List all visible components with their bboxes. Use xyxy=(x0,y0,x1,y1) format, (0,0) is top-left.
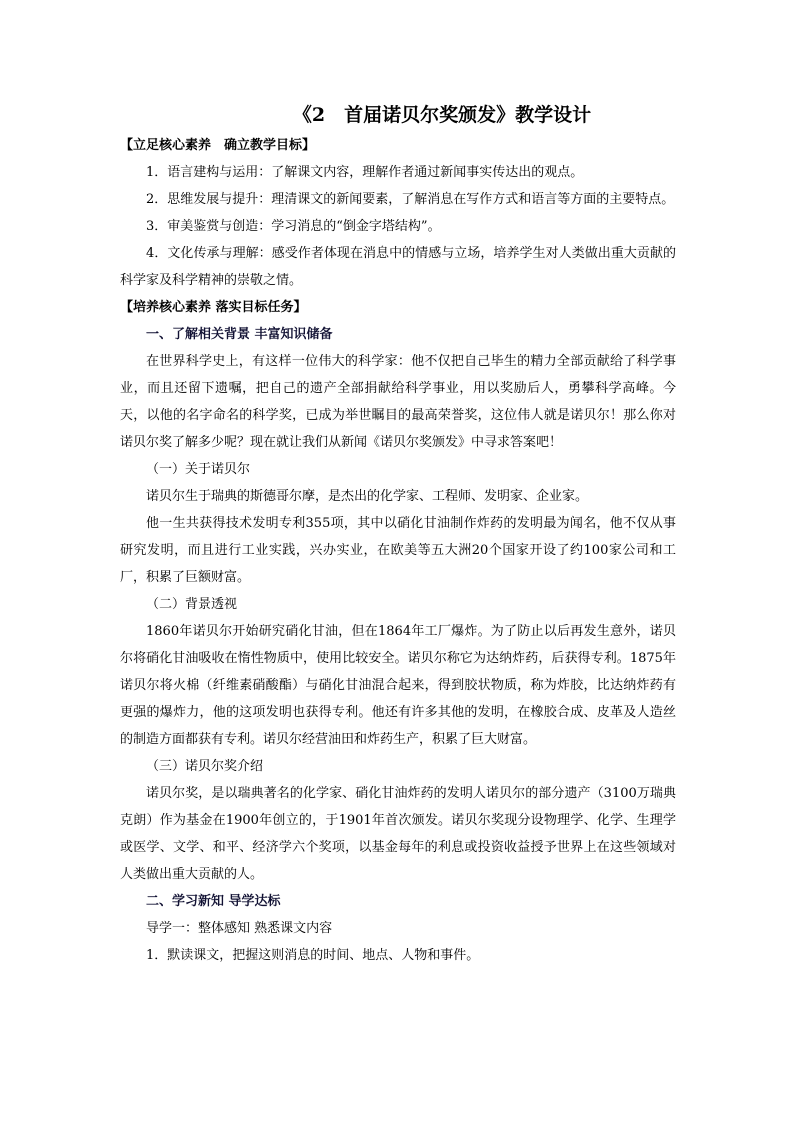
part-heading-learning: 二、学习新知 导学达标 xyxy=(146,894,281,909)
part-heading-background: 一、了解相关背景 丰富知识储备 xyxy=(146,327,333,342)
objective-item-4: 4．文化传承与理解：感受作者体现在消息中的情感与立场，培养学生对人类做出重大贡献的科学家及科学精神的崇敬之情。 xyxy=(120,246,676,288)
document-title: 《2 首届诺贝尔奖颁发》教学设计 xyxy=(292,104,592,126)
subheading-prize-intro: （三）诺贝尔奖介绍 xyxy=(146,759,264,774)
objective-item-2: 2．思维发展与提升：理清课文的新闻要素，了解消息在写作方式和语言等方面的主要特点。 xyxy=(146,192,675,207)
about-nobel-para-1: 诺贝尔生于瑞典的斯德哥尔摩，是杰出的化学家、工程师、发明家、企业家。 xyxy=(146,489,589,504)
background-intro: 在世界科学史上，有这样一位伟大的科学家：他不仅把自己毕生的精力全部贡献给了科学事业，而且还留下遗嘱，把自己的遗产全部捐献给科学事业，用以奖励后人，勇攀科学高峰。今天，以他的名字命名的科学奖，已成为举世瞩目的最高荣誉奖，这位伟人就是诺贝尔！那么你对诺贝尔奖了解多少呢？现在就让我们从新闻《诺贝尔奖颁发》中寻求答案吧！ xyxy=(120,354,676,450)
section-heading-objectives: 【立足核心素养 确立教学目标】 xyxy=(120,138,316,153)
section-heading-tasks: 【培养核心素养 落实目标任务】 xyxy=(120,300,307,315)
guide-one: 导学一：整体感知 熟悉课文内容 xyxy=(146,921,333,936)
background-perspective-para: 1860年诺贝尔开始研究硝化甘油，但在1864年工厂爆炸。为了防止以后再发生意外，诺贝尔将硝化甘油吸收在惰性物质中，使用比较安全。诺贝尔称它为达纳炸药，后获得专利。1875年诺贝尔将火棉（纤维素硝酸酯）与硝化甘油混合起来，得到胶状物质，称为炸胶，比达纳炸药有更强的爆炸力，他的这项发明也获得专利。他还有许多其他的发明，在橡胶合成、皮革及人造丝的制造方面都获有专利。诺贝尔经营油田和炸药生产，积累了巨大财富。 xyxy=(120,624,676,747)
objective-item-1: 1．语言建构与运用：了解课文内容，理解作者通过新闻事实传达出的观点。 xyxy=(146,165,584,180)
subheading-background-perspective: （二）背景透视 xyxy=(146,597,238,612)
prize-intro-para: 诺贝尔奖，是以瑞典著名的化学家、硝化甘油炸药的发明人诺贝尔的部分遗产（3100万瑞典克朗）作为基金在1900年创立的，于1901年首次颁发。诺贝尔奖现分设物理学、化学、生理学或医学、文学、和平、经济学六个奖项，以基金每年的利息或投资收益授予世界上在这些领域对人类做出重大贡献的人。 xyxy=(120,786,676,882)
guide-item-1: 1．默读课文，把握这则消息的时间、地点、人物和事件。 xyxy=(146,948,480,963)
objective-item-3: 3．审美鉴赏与创造：学习消息的“倒金字塔结构”。 xyxy=(146,219,441,234)
about-nobel-para-2: 他一生共获得技术发明专利355项，其中以硝化甘油制作炸药的发明最为闻名，他不仅从事研究发明，而且进行工业实践，兴办实业，在欧美等五大洲20个国家开设了约100家公司和工厂，积累了巨额财富。 xyxy=(120,516,676,585)
document-page xyxy=(120,100,676,969)
subheading-about-nobel: （一）关于诺贝尔 xyxy=(146,462,251,477)
